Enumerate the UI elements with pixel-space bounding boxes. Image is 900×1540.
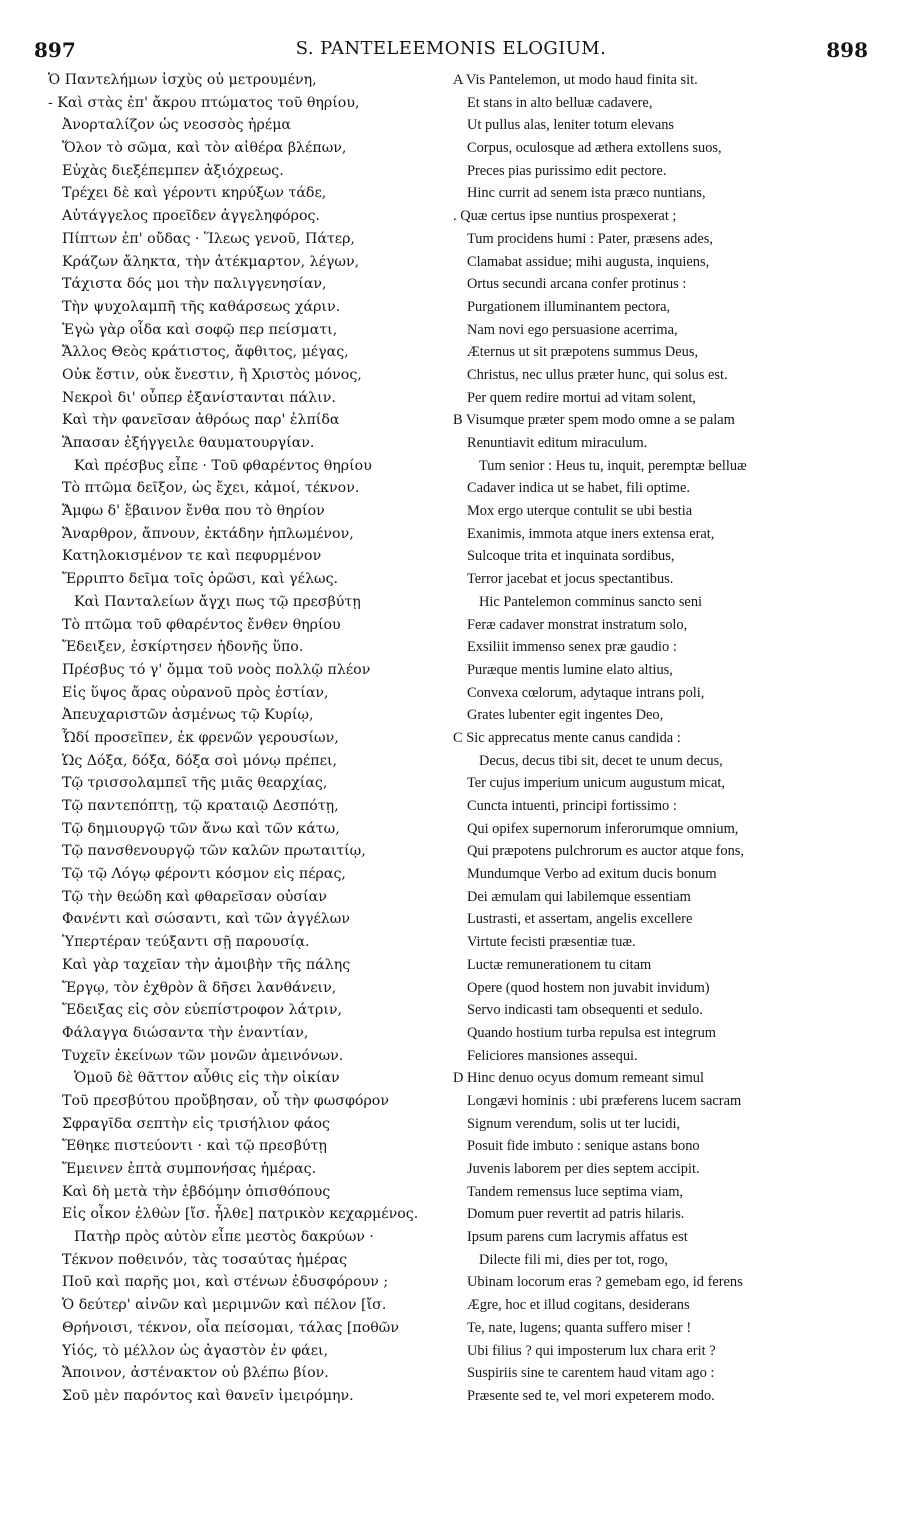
latin-verse-line: Sulcoque trita et inquinata sordibus, bbox=[467, 548, 675, 565]
latin-verse-line: Corpus, oculosque ad æthera extollens suos, bbox=[467, 140, 722, 157]
latin-verse-line: Et stans in alto belluæ cadavere, bbox=[467, 94, 653, 111]
left-page-number: 897 bbox=[34, 38, 76, 62]
greek-verse-line: Ὅλον τὸ σῶμα, καὶ τὸν αἰθέρα βλέπων, bbox=[62, 140, 347, 157]
greek-verse-line: Καὶ δὴ μετὰ τὴν ἑβδόμην ὀπισθόπους bbox=[62, 1183, 331, 1200]
greek-verse-line: Τῷ τῷ Λόγῳ φέροντι κόσμον εἰς πέρας, bbox=[62, 866, 346, 883]
latin-verse-line: Puræque mentis lumine elato altius, bbox=[467, 661, 673, 678]
latin-verse-line: Dilecte fili mi, dies per tot, rogo, bbox=[479, 1251, 669, 1268]
greek-verse-line: Τὴν ψυχολαμπῆ τῆς καθάρσεως χάριν. bbox=[62, 298, 341, 315]
greek-verse-line: Τρέχει δὲ καὶ γέροντι κηρύξων τάδε, bbox=[62, 185, 327, 202]
latin-verse-line: Longævi hominis : ubi præferens lucem sacram bbox=[467, 1092, 742, 1109]
latin-verse-line: Exanimis, immota atque iners extensa erat, bbox=[467, 525, 715, 542]
greek-verse-line: Ἄναρθρον, ἄπνουν, ἐκτάδην ἡπλωμένον, bbox=[62, 525, 354, 542]
greek-verse-line: Πίπτων ἐπ' οὔδας · Ἵλεως γενοῦ, Πάτερ, bbox=[62, 230, 355, 247]
latin-verse-line: C Sic apprecatus mente canus candida : bbox=[453, 729, 681, 746]
greek-verse-line: Τὸ πτῶμα τοῦ φθαρέντος ἔνθεν θηρίου bbox=[62, 616, 341, 633]
greek-verse-line: Πατὴρ πρὸς αὐτὸν εἶπε μεστὸς δακρύων · bbox=[74, 1229, 374, 1246]
greek-verse-line: Ἐγὼ γὰρ οἶδα καὶ σοφῷ περ πείσματι, bbox=[62, 321, 338, 338]
greek-verse-line: Ὧδί προσεῖπεν, ἐκ φρενῶν γερουσίων, bbox=[62, 729, 339, 746]
latin-verse-line: Ipsum parens cum lacrymis affatus est bbox=[467, 1229, 688, 1246]
latin-verse-line: Per quem redire mortui ad vitam solent, bbox=[467, 389, 696, 406]
latin-verse-line: Mundumque Verbo ad exitum ducis bonum bbox=[467, 866, 717, 883]
latin-verse-line: Signum verendum, solis ut ter lucidi, bbox=[467, 1115, 681, 1132]
greek-verse-line: Τοῦ πρεσβύτου προὔβησαν, οὗ τὴν φωσφόρον bbox=[62, 1092, 389, 1109]
latin-verse-line: Servo indicasti tam obsequenti et sedulo. bbox=[467, 1002, 703, 1019]
greek-verse-line: Εἰς οἶκον ἐλθὼν [ἴσ. ἦλθε] πατρικὸν κεχαρμένος. bbox=[62, 1206, 419, 1223]
latin-verse-line: Clamabat assidue; mihi augusta, inquiens, bbox=[467, 253, 710, 270]
greek-verse-line: Τυχεῖν ἐκείνων τῶν μονῶν ἀμεινόνων. bbox=[62, 1047, 344, 1064]
latin-verse-line: Qui præpotens pulchrorum es auctor atque fons, bbox=[467, 843, 744, 860]
latin-verse-line: Cuncta intuenti, principi fortissimo : bbox=[467, 798, 677, 814]
latin-verse-line: Te, nate, lugens; quanta suffero miser ! bbox=[467, 1319, 692, 1336]
latin-verse-line: Mox ergo uterque contulit se ubi bestia bbox=[467, 503, 693, 520]
latin-verse-line: Domum puer revertit ad patris hilaris. bbox=[467, 1206, 685, 1223]
latin-verse-line: A Vis Pantelemon, ut modo haud finita sit. bbox=[453, 72, 698, 88]
latin-verse-line: Præsente sed te, vel mori expeterem modo. bbox=[467, 1387, 715, 1404]
latin-verse-line: Nam novi ego persuasione acerrima, bbox=[467, 321, 678, 338]
latin-verse-line: Purgationem illuminantem pectora, bbox=[467, 298, 671, 315]
latin-verse-line: Tum senior : Heus tu, inquit, peremptæ belluæ bbox=[479, 457, 747, 474]
latin-verse-line: Opere (quod hostem non juvabit invidum) bbox=[467, 979, 710, 996]
greek-verse-line: - Καὶ στὰς ἐπ' ἄκρου πτώματος τοῦ θηρίου, bbox=[48, 94, 360, 111]
latin-verse-line: Tandem remensus luce septima viam, bbox=[467, 1183, 683, 1200]
latin-verse-line: Feræ cadaver monstrat instratum solo, bbox=[467, 616, 688, 633]
greek-verse-line: Ἄλλος Θεὸς κράτιστος, ἄφθιτος, μέγας, bbox=[62, 344, 349, 361]
greek-verse-line: Ὁμοῦ δὲ θᾶττον αὖθις εἰς τὴν οἰκίαν bbox=[74, 1070, 340, 1087]
latin-verse-line: Preces pias purissimo edit pectore. bbox=[467, 162, 667, 179]
latin-verse-line: Hinc currit ad senem ista præco nuntians, bbox=[467, 185, 706, 202]
greek-verse-line: Τῷ τὴν θεώδη καὶ φθαρεῖσαν οὐσίαν bbox=[62, 888, 327, 905]
greek-verse-line: Υἱός, τὸ μέλλον ὡς ἀγαστὸν ἐν φάει, bbox=[62, 1342, 329, 1359]
greek-verse-line: Νεκροὶ δι' οὗπερ ἐξανίστανται πάλιν. bbox=[62, 389, 336, 406]
latin-verse-line: Decus, decus tibi sit, decet te unum decus, bbox=[479, 752, 723, 769]
greek-verse-line: Καὶ πρέσβυς εἶπε · Τοῦ φθαρέντος θηρίου bbox=[74, 457, 372, 474]
greek-verse-line: Ἅπασαν ἐξήγγειλε θαυματουργίαν. bbox=[62, 435, 315, 451]
greek-verse-line: Πρέσβυς τό γ' ὄμμα τοῦ νοὸς πολλῷ πλέον bbox=[62, 661, 371, 678]
greek-verse-line: Ὁ δεύτερ' αἰνῶν καὶ μεριμνῶν καὶ πέλον [ἴσ. bbox=[62, 1297, 387, 1314]
greek-verse-line: Ἔθηκε πιστεύοντι · καὶ τῷ πρεσβύτῃ bbox=[62, 1138, 327, 1155]
latin-verse-line: Christus, nec ullus præter hunc, qui solus est. bbox=[467, 366, 728, 383]
latin-verse-line: Lustrasti, et assertam, angelis excellere bbox=[467, 911, 693, 928]
greek-verse-line: Τέκνον ποθεινόν, τὰς τοσαύτας ἡμέρας bbox=[62, 1251, 348, 1268]
latin-verse-line: D Hinc denuo ocyus domum remeant simul bbox=[453, 1070, 704, 1087]
latin-verse-line: Grates lubenter egit ingentes Deo, bbox=[467, 707, 664, 724]
greek-verse-line: Θρήνοισι, τέκνον, οἷα πείσομαι, τάλας [ποθῶν bbox=[62, 1319, 399, 1336]
greek-verse-line: Φάλαγγα διώσαντα τὴν ἐναντίαν, bbox=[62, 1024, 309, 1041]
latin-verse-line: Tum procidens humi : Pater, præsens ades, bbox=[467, 230, 713, 247]
latin-text-column bbox=[453, 69, 881, 1408]
greek-verse-line: Τάχιστα δός μοι τὴν παλιγγενησίαν, bbox=[62, 276, 327, 293]
latin-verse-line: Exsiliit immenso senex præ gaudio : bbox=[467, 639, 677, 656]
latin-verse-line: Juvenis laborem per dies septem accipit. bbox=[467, 1161, 700, 1177]
latin-verse-line: Renuntiavit editum miraculum. bbox=[467, 435, 648, 451]
greek-verse-line: Ἀπευχαριστῶν ἀσμένως τῷ Κυρίῳ, bbox=[62, 707, 314, 724]
greek-verse-line: Κράζων ἄληκτα, τὴν ἀτέκμαρτον, λέγων, bbox=[62, 253, 360, 270]
greek-verse-line: Σφραγῖδα σεπτὴν εἰς τρισήλιον φάος bbox=[62, 1115, 330, 1132]
greek-verse-line: Σοῦ μὲν παρόντος καὶ θανεῖν ἱμειρόμην. bbox=[62, 1387, 354, 1404]
latin-verse-line: Ortus secundi arcana confer protinus : bbox=[467, 276, 687, 293]
latin-verse-line: Posuit fide imbuto : senique astans bono bbox=[467, 1138, 700, 1155]
greek-verse-line: Τῷ δημιουργῷ τῶν ἄνω καὶ τῶν κάτω, bbox=[62, 820, 340, 837]
greek-verse-line: Τὸ πτῶμα δεῖξον, ὡς ἔχει, κἀμοί, τέκνον. bbox=[62, 480, 360, 497]
page-title: S. PANTELEEMONIS ELOGIUM. bbox=[295, 38, 607, 59]
latin-verse-line: . Quæ certus ipse nuntius prospexerat ; bbox=[453, 208, 677, 225]
greek-verse-line: Καὶ Πανταλείων ἄγχι πως τῷ πρεσβύτῃ bbox=[74, 593, 361, 610]
greek-verse-line: Τῷ τρισσολαμπεῖ τῆς μιᾶς θεαρχίας, bbox=[62, 775, 328, 792]
latin-verse-line: Cadaver indica ut se habet, fili optime. bbox=[467, 480, 690, 497]
greek-verse-line: Αὐτάγγελος προεῖδεν ἀγγεληφόρος. bbox=[62, 208, 320, 225]
greek-verse-line: Καὶ γὰρ ταχεῖαν τὴν ἀμοιβὴν τῆς πάλης bbox=[62, 956, 351, 973]
latin-verse-line: B Visumque præter spem modo omne a se palam bbox=[453, 412, 735, 429]
greek-verse-line: Φανέντι καὶ σώσαντι, καὶ τῶν ἀγγέλων bbox=[62, 911, 350, 928]
greek-verse-line: Ὁ Παντελήμων ἰσχὺς οὐ μετρουμένη, bbox=[48, 72, 317, 88]
latin-verse-line: Quando hostium turba repulsa est integrum bbox=[467, 1024, 716, 1041]
greek-verse-line: Ἔργῳ, τὸν ἐχθρὸν ἃ δῆσει λανθάνειν, bbox=[62, 979, 337, 996]
latin-verse-line: Ægre, hoc et illud cogitans, desiderans bbox=[467, 1297, 690, 1314]
greek-verse-line: Ἄμφω δ' ἔβαινον ἔνθα που τὸ θηρίον bbox=[62, 503, 325, 520]
latin-verse-line: Æternus ut sit præpotens summus Deus, bbox=[467, 344, 699, 361]
greek-verse-line: Ἔδειξας εἰς σὸν εὐεπίστροφον λάτριν, bbox=[62, 1002, 343, 1019]
greek-verse-line: Ἔμεινεν ἑπτὰ συμπονήσας ἡμέρας. bbox=[62, 1161, 317, 1177]
greek-verse-line: Τῷ παντεπόπτῃ, τῷ κραταιῷ Δεσπότῃ, bbox=[62, 798, 339, 814]
greek-verse-line: Οὐκ ἔστιν, οὐκ ἔνεστιν, ἢ Χριστὸς μόνος, bbox=[62, 366, 362, 383]
latin-verse-line: Ter cujus imperium unicum augustum micat, bbox=[467, 775, 725, 792]
greek-verse-line: Ποῦ καὶ παρῆς μοι, καὶ στένων ἐδυσφόρουν ; bbox=[62, 1274, 389, 1291]
page-header bbox=[34, 38, 868, 64]
greek-verse-line: Ὑπερτέραν τεύξαντι σῇ παρουσίᾳ. bbox=[62, 934, 310, 951]
latin-verse-line: Ubinam locorum eras ? gemebam ego, id ferens bbox=[467, 1274, 743, 1291]
greek-verse-line: Ὡς Δόξα, δόξα, δόξα σοὶ μόνῳ πρέπει, bbox=[62, 752, 338, 769]
greek-verse-line: Εἰς ὕψος ἄρας οὐρανοῦ πρὸς ἑστίαν, bbox=[62, 684, 329, 701]
latin-verse-line: Virtute fecisti præsentiæ tuæ. bbox=[467, 934, 636, 951]
greek-verse-line: Ἀνορταλίζον ὡς νεοσσὸς ἠρέμα bbox=[62, 117, 292, 134]
latin-verse-line: Luctæ remunerationem tu citam bbox=[467, 956, 652, 973]
greek-verse-line: Κατηλοκισμένον τε καὶ πεφυρμένον bbox=[62, 548, 322, 565]
greek-verse-line: Ἄποινον, ἀστένακτον οὐ βλέπω βίον. bbox=[62, 1365, 329, 1382]
latin-verse-line: Ut pullus alas, leniter totum elevans bbox=[467, 117, 675, 134]
latin-verse-line: Hic Pantelemon comminus sancto seni bbox=[479, 593, 703, 610]
greek-text-column bbox=[48, 69, 443, 1408]
greek-verse-line: Καὶ τὴν φανεῖσαν ἀθρόως παρ' ἐλπίδα bbox=[62, 412, 340, 429]
latin-verse-line: Convexa cœlorum, adytaque intrans poli, bbox=[467, 684, 705, 701]
latin-verse-line: Qui opifex supernorum inferorumque omnium, bbox=[467, 820, 739, 837]
latin-verse-line: Feliciores mansiones assequi. bbox=[467, 1047, 638, 1064]
right-page-number: 898 bbox=[826, 38, 868, 62]
greek-verse-line: Ἔδειξεν, ἐσκίρτησεν ἡδονῆς ὕπο. bbox=[62, 639, 304, 656]
greek-verse-line: Εὐχὰς διεξέπεμπεν ἀξιόχρεως. bbox=[62, 162, 284, 179]
latin-verse-line: Dei æmulam qui labilemque essentiam bbox=[467, 888, 691, 905]
greek-verse-line: Ἔρριπτο δεῖμα τοῖς ὁρῶσι, καὶ γέλως. bbox=[62, 571, 339, 588]
latin-verse-line: Terror jacebat et jocus spectantibus. bbox=[467, 571, 674, 588]
latin-verse-line: Ubi filius ? qui imposterum lux chara erit ? bbox=[467, 1342, 716, 1359]
latin-verse-line: Suspiriis sine te carentem haud vitam ago : bbox=[467, 1365, 715, 1382]
greek-verse-line: Τῷ πανσθενουργῷ τῶν καλῶν πρωταιτίῳ, bbox=[62, 843, 366, 860]
